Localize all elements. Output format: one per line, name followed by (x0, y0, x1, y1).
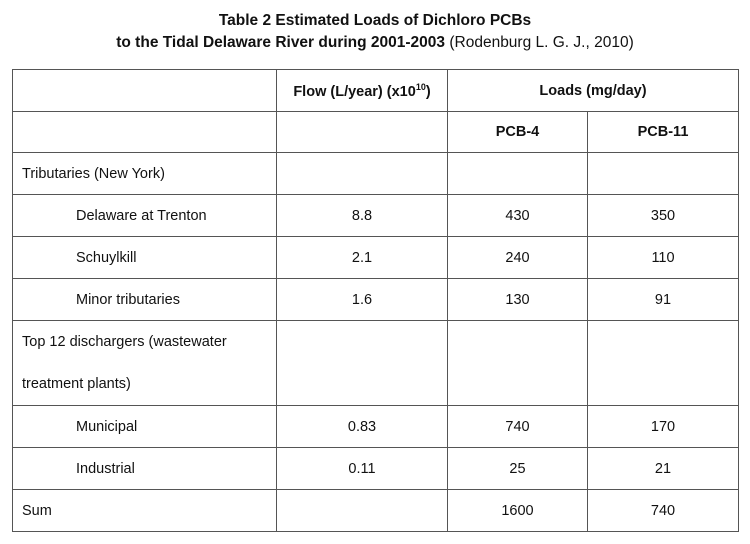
group-row-dischargers (13, 321, 739, 406)
table-row (13, 448, 739, 490)
header-row-1 (13, 70, 739, 112)
table-row (13, 237, 739, 279)
sum-row (13, 490, 739, 532)
title-line-1: Table 2 Estimated Loads of Dichloro PCBs (218, 12, 532, 29)
pcb11-cell: 170 (588, 406, 739, 448)
header-blank (13, 70, 277, 112)
table-row (13, 195, 739, 237)
loads-header: Loads (mg/day) (448, 70, 739, 112)
header-row-2 (13, 112, 739, 153)
pcb11-cell: 110 (588, 237, 739, 279)
table-row (13, 406, 739, 448)
sum-label: Sum (13, 490, 277, 532)
flow-header: Flow (L/year) $(x10^{10})$ (277, 70, 448, 112)
pcb4-header: PCB-4 (448, 112, 588, 153)
pcb4-cell: 430 (448, 195, 588, 237)
pcb4-cell: 740 (448, 406, 588, 448)
flow-cell: 8.8 (277, 195, 448, 237)
flow-cell: 1.6 (277, 279, 448, 321)
flow-cell: 2.1 (277, 237, 448, 279)
group-row-tributaries (13, 153, 739, 195)
citation: (Rodenburg L. G. J., 2010) (445, 34, 634, 51)
row-label: Delaware at Trenton (13, 195, 277, 237)
flow-cell: 0.11 (277, 448, 448, 490)
title-line-2: to the Tidal Delaware River during 2001-2003 (Rodenburg L. G. J., 2010) (116, 34, 634, 51)
sum-pcb11: 740 (588, 490, 739, 532)
row-label: Industrial (13, 448, 277, 490)
pcb4-cell: 25 (448, 448, 588, 490)
pcb4-cell: 130 (448, 279, 588, 321)
row-label: Minor tributaries (13, 279, 277, 321)
loads-table (12, 69, 739, 532)
pcb11-cell: 91 (588, 279, 739, 321)
row-label: Municipal (13, 406, 277, 448)
row-label: Schuylkill (13, 237, 277, 279)
pcb11-cell: 350 (588, 195, 739, 237)
group-label: Tributaries (New York) (13, 153, 277, 195)
pcb11-cell: 21 (588, 448, 739, 490)
pcb4-cell: 240 (448, 237, 588, 279)
table-row (13, 279, 739, 321)
flow-cell: 0.83 (277, 406, 448, 448)
pcb11-header: PCB-11 (588, 112, 739, 153)
sum-pcb4: 1600 (448, 490, 588, 532)
table-title (0, 10, 750, 54)
group-label: Top 12 dischargers (wastewater treatment plants) (13, 321, 277, 406)
